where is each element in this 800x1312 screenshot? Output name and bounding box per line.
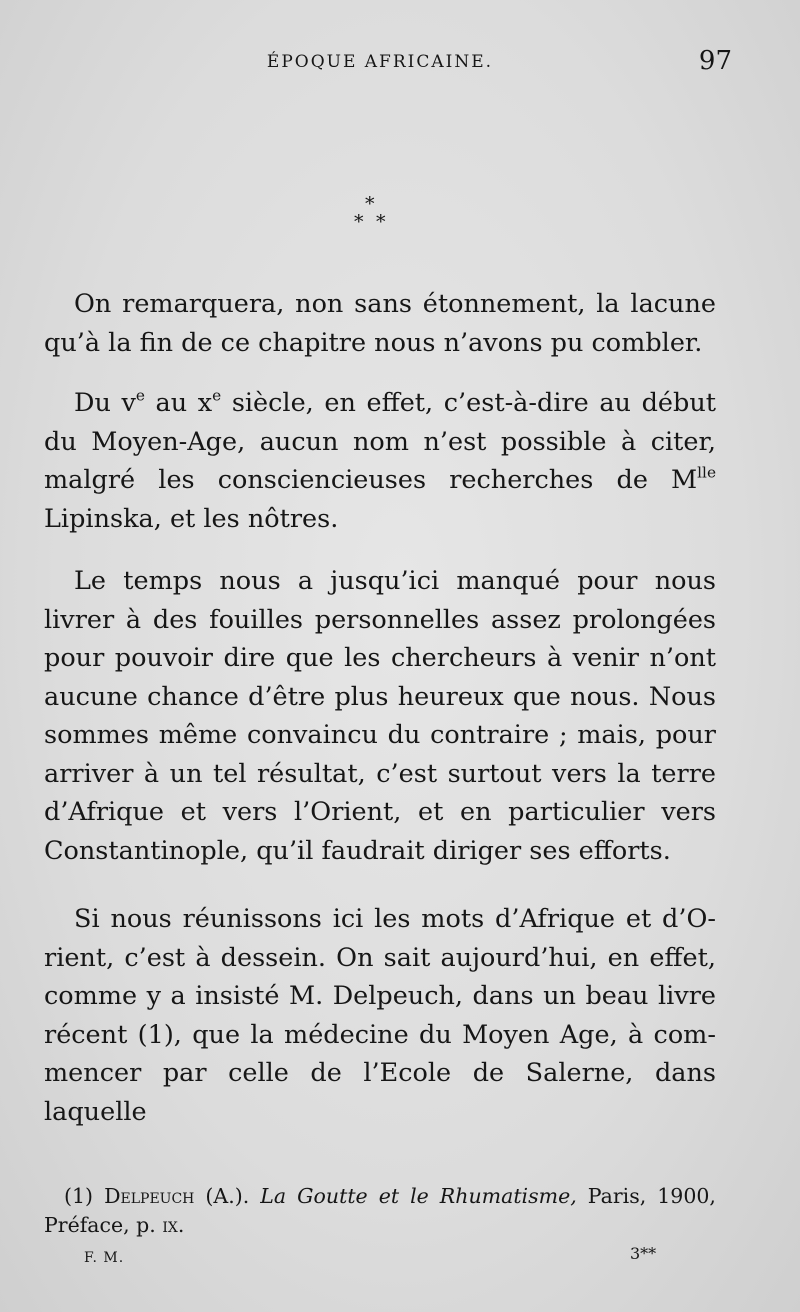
running-title: ÉPOQUE AFRICAINE. xyxy=(266,52,494,72)
paragraph xyxy=(44,384,716,538)
main-text xyxy=(44,285,716,1153)
superscript: lle xyxy=(697,463,716,482)
asterisk-glyph: * xyxy=(365,193,375,215)
superscript: e xyxy=(135,386,145,405)
superscript: e xyxy=(212,386,222,405)
footnote-author: Delpeuch xyxy=(104,1184,195,1208)
signature-mark-right: 3** xyxy=(630,1244,657,1263)
text-run: siècle, en effet, c’est-à-dire au début du Moyen-Age, aucun nom n’est possible à citer, malgré les consciencieuses recherches de M xyxy=(44,388,716,495)
signature-mark-left: F. M. xyxy=(84,1250,125,1266)
page-number: 97 xyxy=(698,46,732,76)
paragraph: On remarquera, non sans étonnement, la lacune qu’à la fin de ce chapitre nous n’avons pu combler. xyxy=(44,289,716,358)
footnote-details: Paris, 1900, Préface, p. xyxy=(44,1184,716,1237)
text-run: Du v xyxy=(74,388,136,418)
footnote xyxy=(44,1182,716,1240)
footnote-initial: (A.). xyxy=(205,1184,250,1208)
text-run: Lipinska, et les nôtres. xyxy=(44,503,339,534)
asterisk-glyph: * xyxy=(376,211,386,233)
paragraph: Le temps nous a jusqu’ici manqué pour nous livrer à des fouilles personnelles assez prolongées pour pouvoir dire que les chercheurs à venir n’ont aucune chance d’être plus heureux que nous. Nous sommes même convaincu du contraire ; mais, pour arriver à un tel résultat, c’est surtout vers la terre d’Afrique et vers l’Orient, et en particulier vers Constantinople, qu’il faudrait diriger ses efforts. xyxy=(44,566,716,866)
text-run: au x xyxy=(144,388,213,418)
asterisk-glyph: * xyxy=(354,211,364,233)
footnote-marker: (1) xyxy=(64,1184,94,1208)
asterism-ornament xyxy=(340,195,400,240)
footnote-title: La Goutte et le Rhumatisme, xyxy=(260,1184,577,1208)
paragraph: Si nous réunissons ici les mots d’Afrique et d’Orient, c’est à dessein. On sait aujourd’hui, en effet, comme y a insisté M. Delpeuch, dans un beau livre récent (1), que la médecine du Moyen Age, à commencer par celle de l’Ecole de Salerne, dans laquelle xyxy=(44,904,716,1127)
footnote-page-ref: ix. xyxy=(162,1213,185,1237)
